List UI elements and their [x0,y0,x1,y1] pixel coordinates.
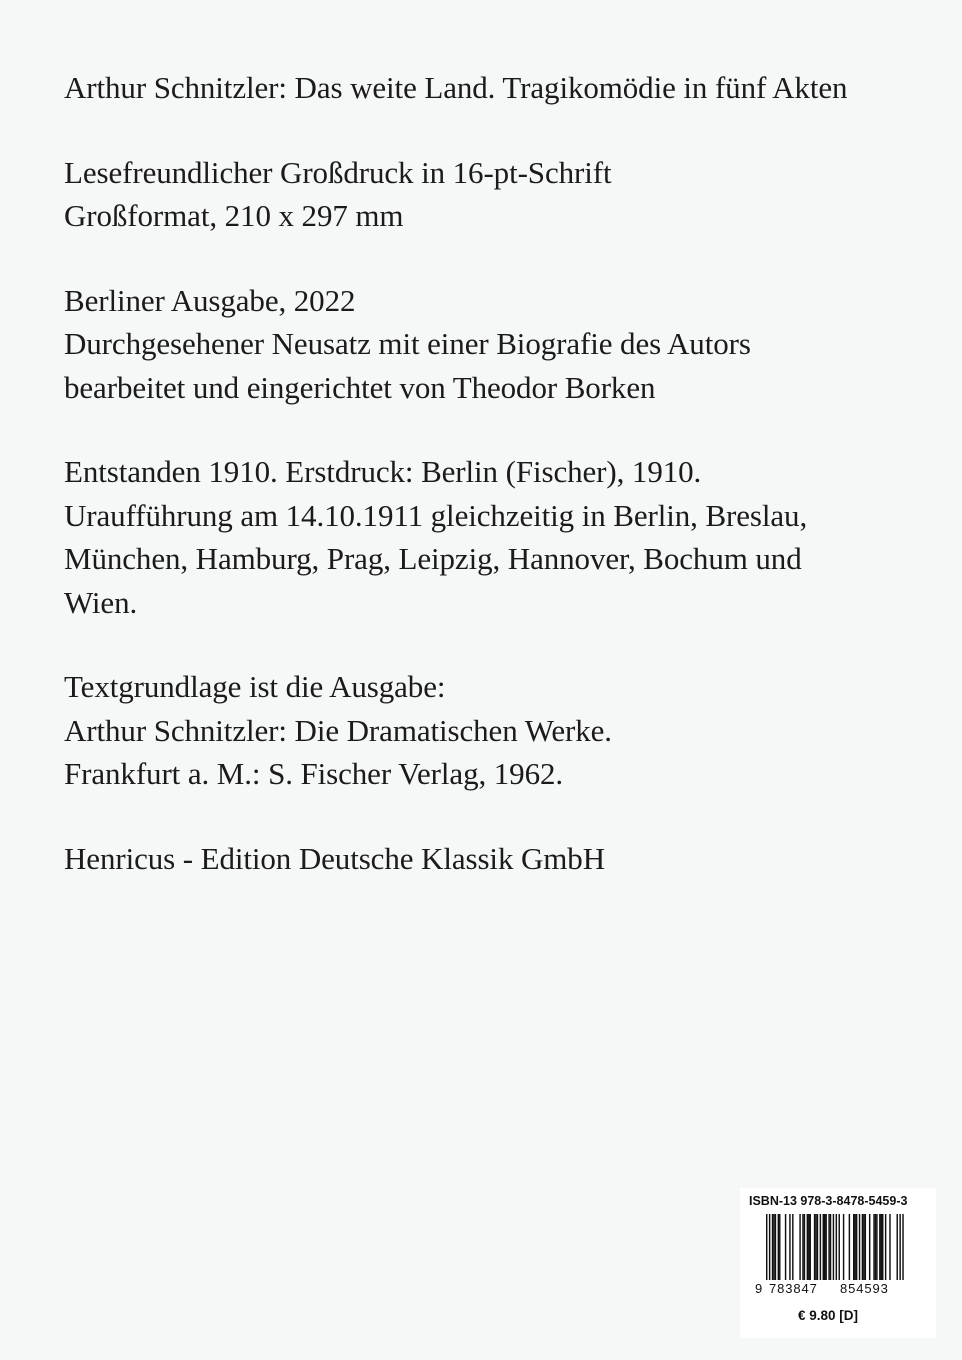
barcode-bar [856,1214,857,1280]
barcode-bar [863,1214,864,1280]
barcode-bar [875,1214,876,1280]
barcode-bar [828,1214,829,1280]
barcode-bar [789,1214,790,1280]
barcode-digits-left: 783847 [769,1281,818,1296]
price-label: € 9.80 [D] [798,1308,859,1323]
imprint-text [64,66,924,921]
barcode-bar [849,1214,850,1280]
text-line: Durchgesehener Neusatz mit einer Biografie des Autors [64,326,751,361]
barcode-bar [830,1214,831,1280]
barcode-bar [775,1214,776,1280]
text-line: Lesefreundlicher Großdruck in 16-pt-Schrift [64,154,612,190]
barcode-bar [843,1214,844,1280]
barcode-bar [785,1214,786,1280]
barcode-bar [778,1214,779,1280]
barcode-bar [799,1214,800,1280]
text-line: Großformat, 210 x 297 mm [64,198,404,233]
barcode-bar [879,1214,880,1280]
paragraph-history [64,450,924,624]
barcode-bar [825,1214,826,1280]
barcode-bar [804,1214,805,1280]
barcode-bar [810,1214,811,1280]
barcode-bar [839,1214,840,1280]
barcode-bar [854,1214,855,1280]
text-line: Textgrundlage ist die Ausgabe: [64,669,446,704]
paragraph-publisher [64,837,924,881]
barcode-bar [772,1214,773,1280]
text-line: München, Hamburg, Prag, Leipzig, Hannover, Bochum und [64,541,802,576]
barcode-bar [817,1214,818,1280]
barcode-bar [859,1214,860,1280]
barcode-bar [889,1214,890,1280]
text-line: Uraufführung am 14.10.1911 gleichzeitig in Berlin, Breslau, [64,497,808,533]
text-line: Arthur Schnitzler: Das weite Land. Tragikomödie in fünf Akten [64,70,848,105]
barcode-bar [882,1214,883,1280]
barcode-bar [865,1214,866,1280]
barcode-bar [766,1214,767,1288]
barcode-bar [815,1214,816,1280]
barcode-bar [853,1214,854,1280]
barcode-bar [808,1214,809,1280]
barcode-bar [823,1214,824,1280]
paragraph-title [64,66,924,110]
text-line: Entstanden 1910. Erstdruck: Berlin (Fischer), 1910. [64,454,702,489]
barcode-bar [873,1214,874,1280]
isbn-label: ISBN-13 978-3-8478-5459-3 [749,1194,908,1208]
barcode-bar [802,1214,803,1280]
barcode-bar [779,1214,780,1280]
paragraph-source [64,665,924,796]
barcode-bar [885,1214,886,1280]
barcode-bar [876,1214,877,1280]
isbn-barcode [754,1214,914,1296]
barcode-digits-right: 854593 [840,1281,889,1296]
text-line: bearbeitet und eingerichtet von Theodor Borken [64,369,656,405]
text-line: Wien. [64,584,138,620]
barcode-bar [807,1214,808,1280]
text-line: Berliner Ausgabe, 2022 [64,282,356,318]
barcode-bar [814,1214,815,1280]
publisher-name: Henricus - Edition Deutsche Klassik GmbH [64,840,605,876]
text-line: Frankfurt a. M.: S. Fischer Verlag, 1962. [64,756,564,791]
barcode-bar [820,1214,821,1280]
barcode-bar [824,1214,825,1280]
paragraph-edition [64,279,924,410]
barcode-bar [792,1214,793,1280]
barcode-bar [836,1214,837,1288]
barcode-bar [869,1214,870,1280]
barcode-bars [766,1214,904,1288]
barcode-bar [862,1214,863,1280]
paragraph-format [64,151,924,238]
barcode-bar [899,1214,900,1288]
text-line: Arthur Schnitzler: Die Dramatischen Werke. [64,712,612,748]
barcode-bar [833,1214,834,1288]
barcode-bar [881,1214,882,1280]
barcode-bar [769,1214,770,1288]
barcode-bar [897,1214,898,1280]
barcode-digit-lead: 9 [755,1281,763,1296]
barcode-bar [773,1214,774,1280]
barcode-bar [902,1214,903,1288]
